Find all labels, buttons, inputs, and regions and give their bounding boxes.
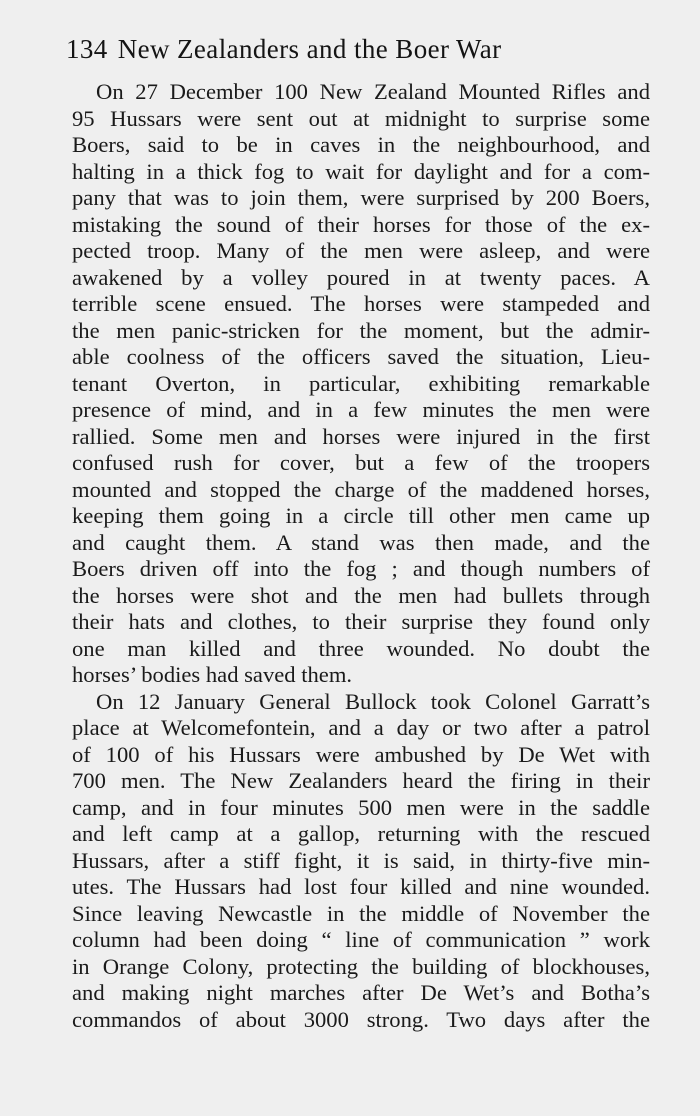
text-line: horses’ bodies had saved them.: [72, 662, 353, 687]
text-line: tenant Overton, in particular, exhibiting remarkable: [72, 370, 650, 396]
text-line: camp, and in four minutes 500 men were in the saddle: [72, 794, 650, 820]
text-line: the horses were shot and the men had bullets through: [72, 582, 650, 608]
running-header: [66, 34, 636, 70]
text-line: keeping them going in a circle till other men came up: [72, 503, 650, 528]
text-line: 95 Hussars were sent out at midnight to surprise some: [72, 105, 650, 131]
text-line: Since leaving Newcastle in the middle of November the: [72, 900, 650, 926]
text-line: commandos of about 3000 strong. Two days after the: [72, 1006, 650, 1032]
text-line: pected troop. Many of the men were asleep, and were: [72, 238, 650, 263]
text-line: able coolness of the officers saved the situation, Lieu-: [72, 344, 650, 369]
text-line: in Orange Colony, protecting the building of blockhouses,: [72, 953, 650, 979]
text-line: Boers, said to be in caves in the neighbourhood, and: [72, 132, 650, 157]
text-line: of 100 of his Hussars were ambushed by De Wet with: [72, 741, 650, 767]
text-line: halting in a thick fog to wait for daylight and for a com-: [72, 158, 650, 184]
text-line: On 27 December 100 New Zealand Mounted Rifles and: [96, 79, 650, 104]
text-line: the men panic-stricken for the moment, but the admir-: [72, 317, 650, 343]
text-line: presence of mind, and in a few minutes the men were: [72, 397, 650, 422]
paragraph-1: [72, 79, 650, 689]
text-line: and making night marches after De Wet’s and Botha’s: [72, 980, 650, 1005]
running-title: New Zealanders and the Boer War: [117, 34, 502, 64]
text-line: column had been doing “ line of communication ” work: [72, 927, 650, 952]
text-line: and left camp at a gallop, returning with the rescued: [72, 821, 650, 846]
text-line: mistaking the sound of their horses for those of the ex-: [72, 211, 650, 237]
text-line: awakened by a volley poured in at twenty paces. A: [72, 264, 650, 290]
text-line: On 12 January General Bullock took Colonel Garratt’s: [96, 688, 650, 714]
text-line: their hats and clothes, to their surprise they found only: [72, 609, 650, 634]
page-number: 134: [66, 34, 108, 64]
text-line: mounted and stopped the charge of the maddened horses,: [72, 476, 650, 502]
text-line: and caught them. A stand was then made, and the: [72, 529, 650, 555]
text-line: terrible scene ensued. The horses were stampeded and: [72, 291, 650, 316]
body-text: [72, 79, 650, 1033]
text-line: confused rush for cover, but a few of the troopers: [72, 450, 650, 475]
text-line: Boers driven off into the fog ; and though numbers of: [72, 556, 650, 581]
text-line: pany that was to join them, were surprised by 200 Boers,: [72, 185, 650, 210]
text-line: Hussars, after a stiff fight, it is said, in thirty-five min-: [72, 847, 650, 873]
paragraph-2: [72, 689, 650, 1034]
text-line: one man killed and three wounded. No doubt the: [72, 635, 650, 661]
text-line: place at Welcomefontein, and a day or two after a patrol: [72, 715, 650, 740]
text-line: 700 men. The New Zealanders heard the firing in their: [72, 768, 650, 793]
text-line: rallied. Some men and horses were injured in the first: [72, 423, 650, 449]
text-line: utes. The Hussars had lost four killed and nine wounded.: [72, 874, 650, 899]
